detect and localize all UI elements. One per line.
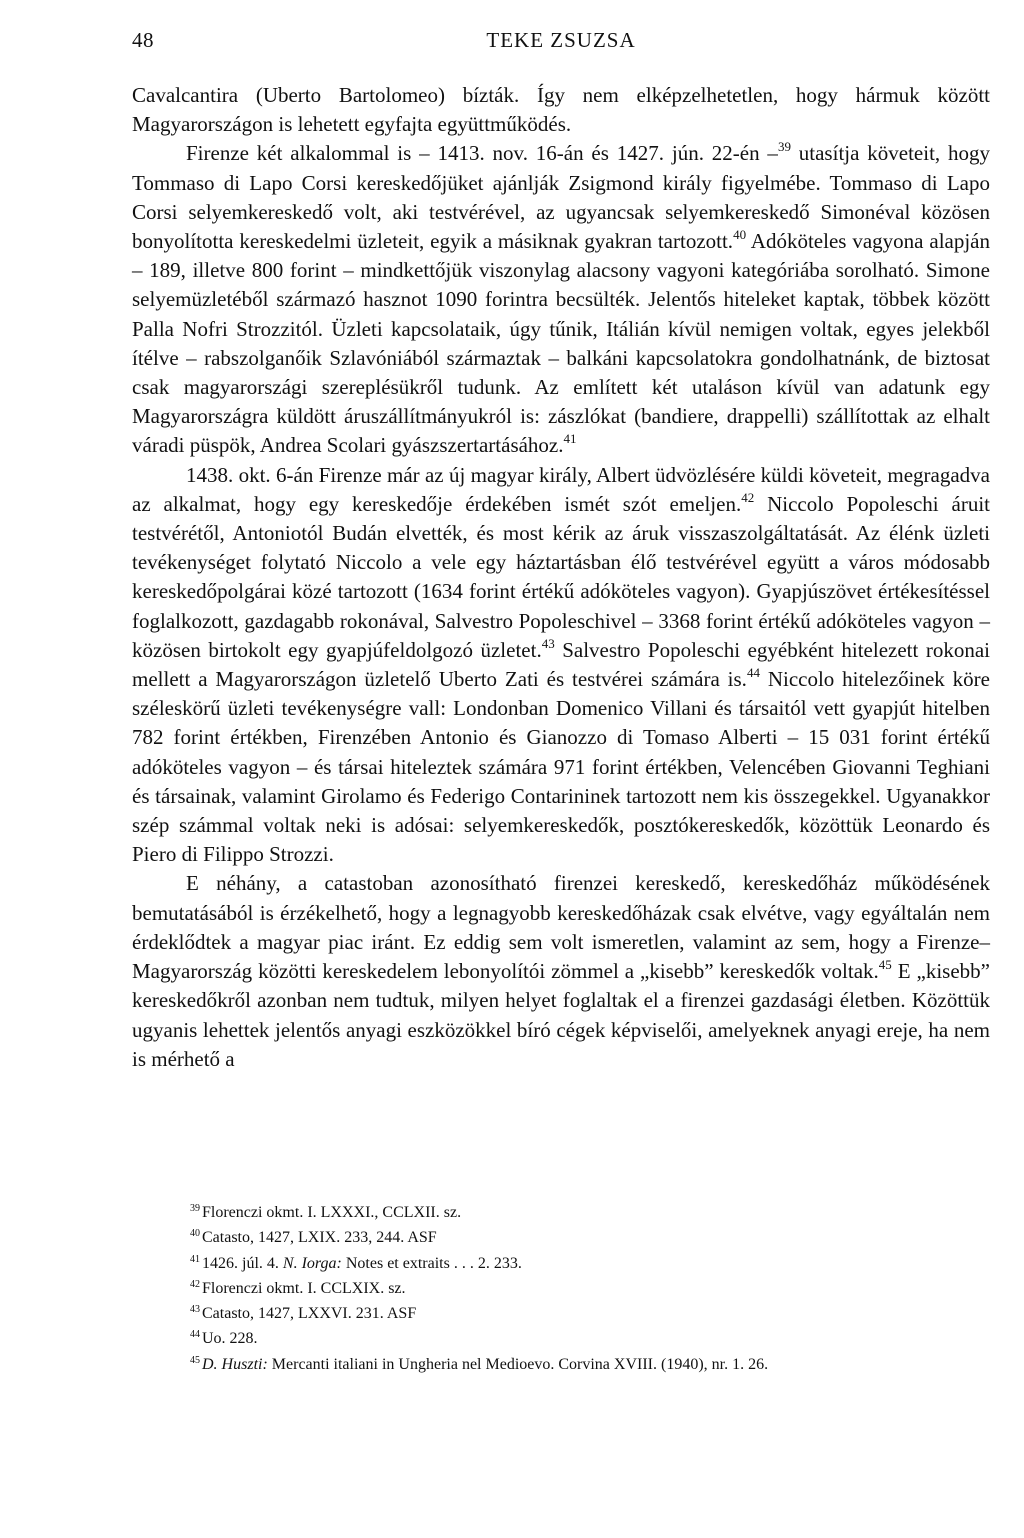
footnote-reference: 43 [541,635,555,651]
paragraph-text: Adóköteles vagyona alapján – 189, illetve 800 forint – mindkettőjük viszonylag alacsony vagyoni kategóriába sorolható. Simone selyemüzletéből származó hasznot 1090 forintra becsülték. Jelentős hiteleket kaptak, többek között Palla Nofri Strozzitól. Üzleti kapcsolataik, úgy tűnik, Itálián kívül nemigen voltak, egyes jelekből ítélve – rabszolganőik Szlavóniából származtak – balkáni kapcsolatokra gondolhatnánk, de biztosat csak magyarországi szereplésükről tudunk. Az említett két utaláson kívül van adatunk egy Magyarországra küldött áruszállítmányukról is: zászlókat (bandiere, drappelli) szállítottak az elhalt váradi püspök, Andrea Scolari gyászszertartásához. [132,229,991,458]
body-text [132,81,990,1074]
footnote-reference: 44 [746,665,760,681]
paragraph-text: Niccolo hitelezőinek köre széleskörű üzleti tevékenységre vall: Londonban Domenico Villani és társaitól vett gyapjút hitelben 782 forint értékben, Firenzében Antonio és Gianozzo di Tomaso Alberti – 15 031 forint értékű adóköteles vagyon – és társai hiteleztek számára 971 forint értékben, Velencében Giovanni Teghiani és társainak, valamint Girolamo és Federigo Contarininek tartozott nem kis összegekkel. Ugyanakkor szép számmal voltak neki is adósai: selyemkereskedők, posztókereskedők, közöttük Leonardo és Piero di Filippo Strozzi. [132,667,990,867]
footnote-reference: 42 [741,489,755,505]
footnote [190,1299,980,1324]
footnote-text: Catasto, 1427, LXXVI. 231. ASF [202,1305,417,1323]
paragraph [132,139,990,460]
paragraph-text: Salvestro Popoleschi egyébként hitelezett rokonai mellett a Magyarországon üzletelő Uberto Zati és testvérei számára is. [132,637,990,692]
footnote [190,1198,980,1223]
paragraph-text: Niccolo Popoleschi áruit testvérétől, Antoniotól Budán elvették, és most kérik az áruk visszaszolgáltatását. Az élénk üzleti tevékenységet folytató Niccolo a vele egy háztartásban élő testvérével együtt a város módosabb kereskedőpolgárai közé tartozott (1634 forint értékű adóköteles vagyon). Gyapjúszövet értékesítéssel foglalkozott, gazdagabb rokonával, Salvestro Popoleschivel – 3368 forint értékű adóköteles vagyon – közösen birtokolt egy gyapjúfeldolgozó üzletet. [132,491,990,662]
footnote [190,1350,980,1375]
footnote-reference: 39 [777,139,791,155]
paragraph-text: E „kisebb” kereskedőkről azonban nem tudtuk, milyen helyet foglaltak el a firenzei gazdasági életben. Közöttük ugyanis lehettek jelentős anyagi eszközökkel bíró cégek képviselői, amelyeknek anyagi ereje, ha nem is mérhető a [132,959,990,1071]
footnote-number: 42 [190,1278,200,1290]
footnote-number: 40 [190,1228,200,1240]
footnote-text: Notes et extraits . . . 2. 233. [341,1254,522,1272]
paragraph [132,81,990,139]
footnote-number: 45 [190,1354,200,1366]
footnote [190,1249,980,1274]
footnote-number: 39 [190,1203,200,1214]
footnote-number: 44 [190,1329,200,1341]
paragraph-text: utasítja követeit, hogy Tommaso di Lapo Corsi kereskedőjüket ajánlják Zsigmond király figyelmébe. Tommaso di Lapo Corsi selyemkereskedő volt, aki testvérével, az ugyancsak selyemkereskedő Simonéval közösen bonyolította kereskedelmi üzleteit, egyik a másiknak gyakran tartozott. [132,141,991,254]
footnote-text: Florenczi okmt. I. CCLXIX. sz. [202,1279,406,1297]
paragraph-text: Cavalcantira (Uberto Bartolomeo) bízták. Így nem elképzelhetetlen, hogy hármuk között Magyarországon is lehetett egyfajta együttműködés. [132,83,990,137]
footnote-text: Uo. 228. [202,1330,258,1348]
footnote-reference: 40 [733,227,747,243]
footnote-text: Mercanti italiani in Ungheria nel Medioevo. Corvina XVIII. (1940), nr. 1. 26. [267,1355,769,1373]
paragraph-text: E néhány, a catastoban azonosítható firenzei kereskedő, kereskedőház működésének bemutatásából is érzékelhető, hogy a legnagyobb kereskedőházak csak elvétve, vagy egyáltalán nem érdeklődtek a magyar piac iránt. Ez eddig sem volt ismeretlen, valamint az sem, hogy a Firenze–Magyarország közötti kereskedelem lebonyolítói zömmel a „kisebb” kereskedők voltak. [132,871,990,984]
footnote-text: Catasto, 1427, LXIX. 233, 244. ASF [202,1229,437,1247]
footnote [190,1324,980,1349]
page-header [132,28,990,58]
paragraph [132,869,990,1073]
footnote [190,1223,980,1248]
footnotes [190,1198,980,1375]
footnote-text: 1426. júl. 4. [202,1254,283,1272]
page-number: 48 [132,28,154,52]
running-head: TEKE ZSUZSA [486,28,636,52]
footnote-number: 43 [190,1304,200,1316]
footnote-number: 41 [190,1253,200,1265]
footnote-reference: 45 [878,957,892,973]
footnote [190,1274,980,1299]
paragraph-text: 1438. okt. 6-án Firenze már az új magyar király, Albert üdvözlésére küldi követeit, megragadva az alkalmat, hogy egy kereskedője érdekében ismét szót emeljen. [132,462,990,516]
footnote-text: Florenczi okmt. I. LXXXI., CCLXII. sz. [202,1204,462,1221]
footnote-author: N. Iorga: [282,1254,342,1272]
paragraph [132,461,990,870]
footnote-author: D. Huszti: [202,1355,268,1373]
paragraph-text: Firenze két alkalommal is – 1413. nov. 16-án és 1427. jún. 22-én – [186,141,778,166]
footnote-reference: 41 [563,431,577,447]
